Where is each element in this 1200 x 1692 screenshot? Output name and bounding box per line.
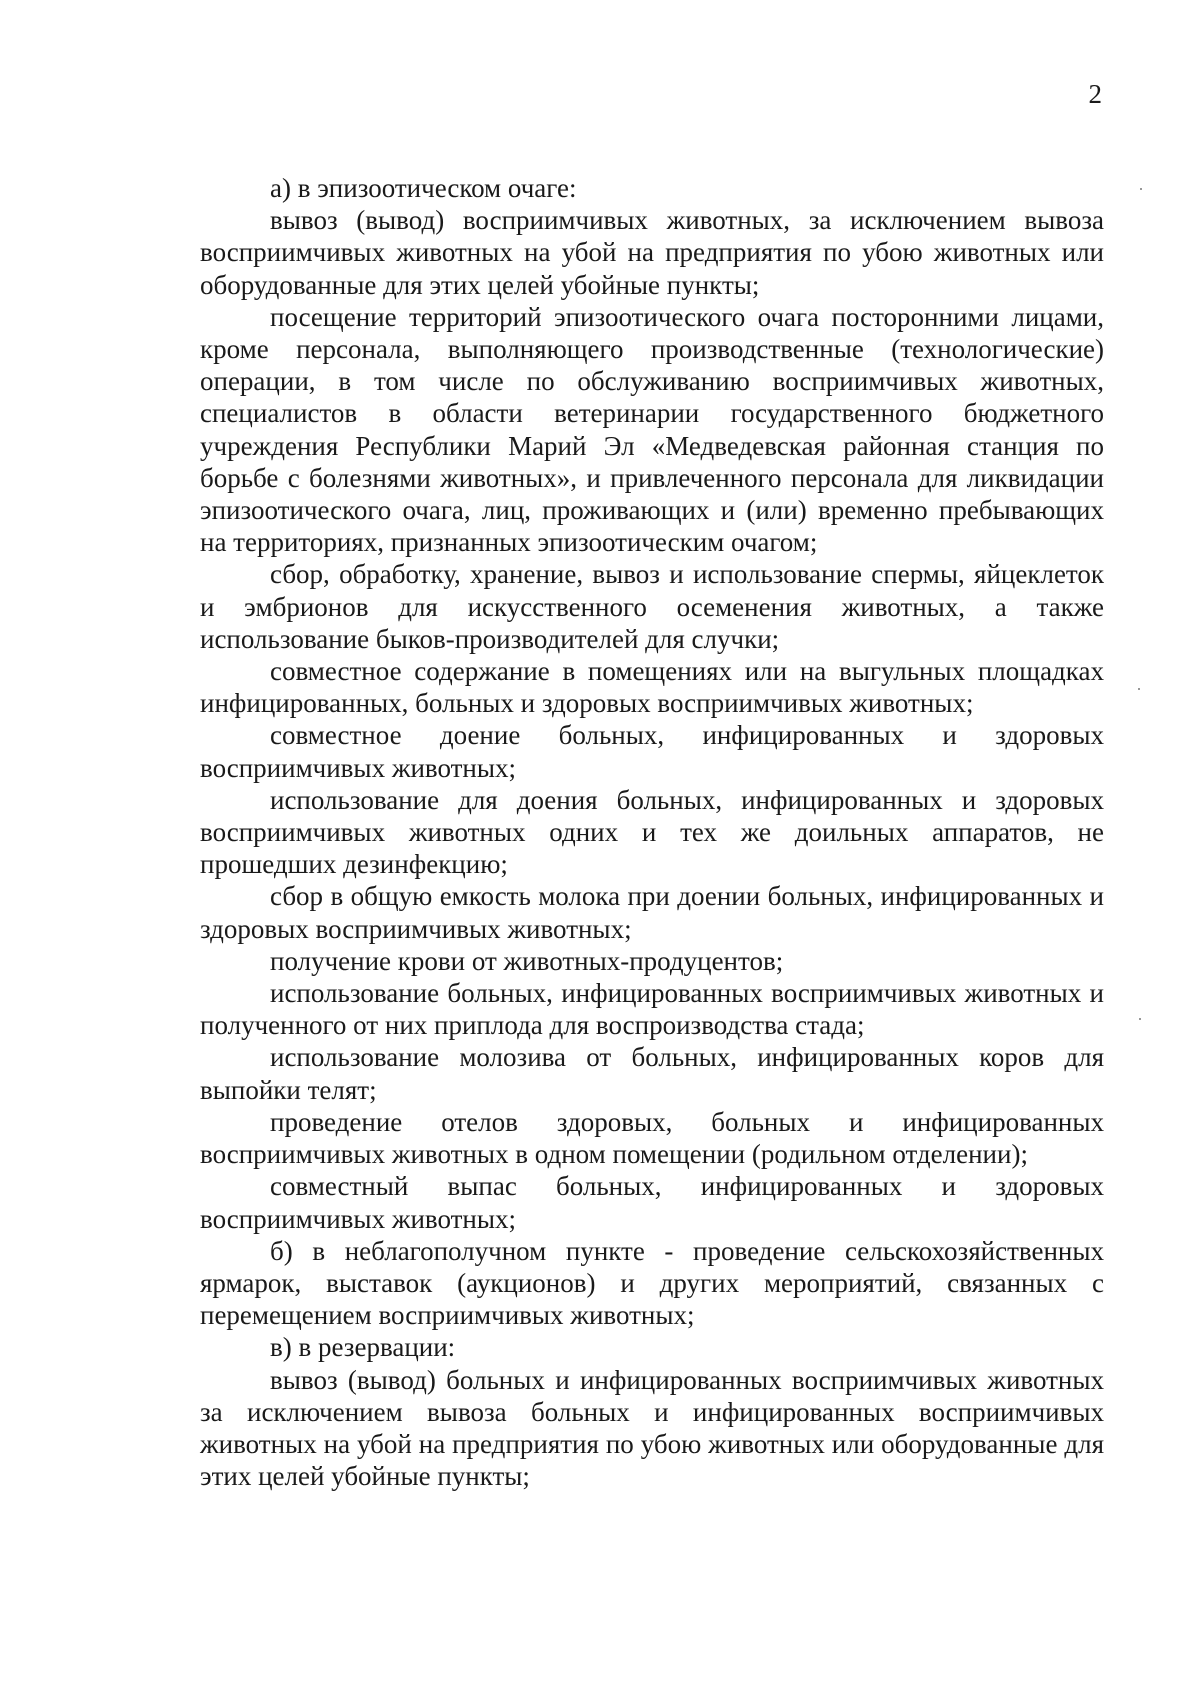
paragraph-joint-grazing: совместный выпас больных, инфицированных и здоровых восприимчивых животных; [200, 1171, 1104, 1234]
paragraph-blood-collection: получение крови от животных-продуцентов; [270, 945, 784, 976]
document-body [200, 172, 1104, 1492]
paragraph-milking-equipment: использование для доения больных, инфицированных и здоровых восприимчивых животных одних и тех же доильных аппаратов, не прошедших дезинфекцию; [200, 784, 1104, 880]
paragraph-milk-collection: сбор в общую емкость молока при доении больных, инфицированных и здоровых восприимчивых животных; [200, 881, 1104, 944]
paragraph-reproduction-use: использование больных, инфицированных восприимчивых животных и полученного от них приплода для воспроизводства стада; [200, 978, 1104, 1041]
paragraph-joint-keeping: совместное содержание в помещениях или на выгульных площадках инфицированных, больных и здоровых восприимчивых животных; [200, 656, 1104, 719]
scan-speck [1140, 188, 1142, 190]
page-number: 2 [1088, 79, 1102, 109]
paragraph-reservation-removal: вывоз (вывод) больных и инфицированных восприимчивых животных за исключением вывоза больных и инфицированных восприимчивых животных на убой на предприятия по убою животных или оборудованные для этих целей убойные пункты; [200, 1364, 1104, 1492]
paragraph-colostrum-use: использование молозива от больных, инфицированных коров для выпойки телят; [200, 1042, 1104, 1105]
paragraph-sperm-collection: сбор, обработку, хранение, вывоз и использование спермы, яйцеклеток и эмбрионов для искусственного осеменения животных, а также использование быков-производителей для случки; [200, 559, 1104, 654]
paragraph-removal-of-animals: вывоз (вывод) восприимчивых животных, за исключением вывоза восприимчивых животных на убой на предприятия по убою животных или оборудованные для этих целей убойные пункты; [200, 205, 1104, 300]
paragraph-calving: проведение отелов здоровых, больных и инфицированных восприимчивых животных в одном помещении (родильном отделении); [200, 1106, 1104, 1170]
paragraph-clause-b-fairs: б) в неблагополучном пункте - проведение сельскохозяйственных ярмарок, выставок (аукционов) и других мероприятий, связанных с перемещением восприимчивых животных; [200, 1235, 1104, 1331]
scan-speck [1139, 1018, 1141, 1020]
scan-speck [1138, 688, 1140, 690]
paragraph-visiting-territories: посещение территорий эпизоотического очага посторонними лицами, кроме персонала, выполняющего производственные (технологические) операции, в том числе по обслуживанию восприимчивых животных, специалистов в области ветеринарии государственного бюджетного учреждения Республики Марий Эл «Медведевская районная станция по борьбе с болезнями животных», и привлеченного персонала для ликвидации эпизоотического очага, лиц, проживающих и (или) временно пребывающих на территориях, признанных эпизоотическим очагом; [200, 301, 1104, 558]
paragraph-clause-c-heading: в) в резервации: [270, 1332, 456, 1363]
paragraph-clause-a-heading: а) в эпизоотическом очаге: [270, 173, 577, 203]
paragraph-joint-milking: совместное доение больных, инфицированных и здоровых восприимчивых животных; [200, 720, 1104, 783]
